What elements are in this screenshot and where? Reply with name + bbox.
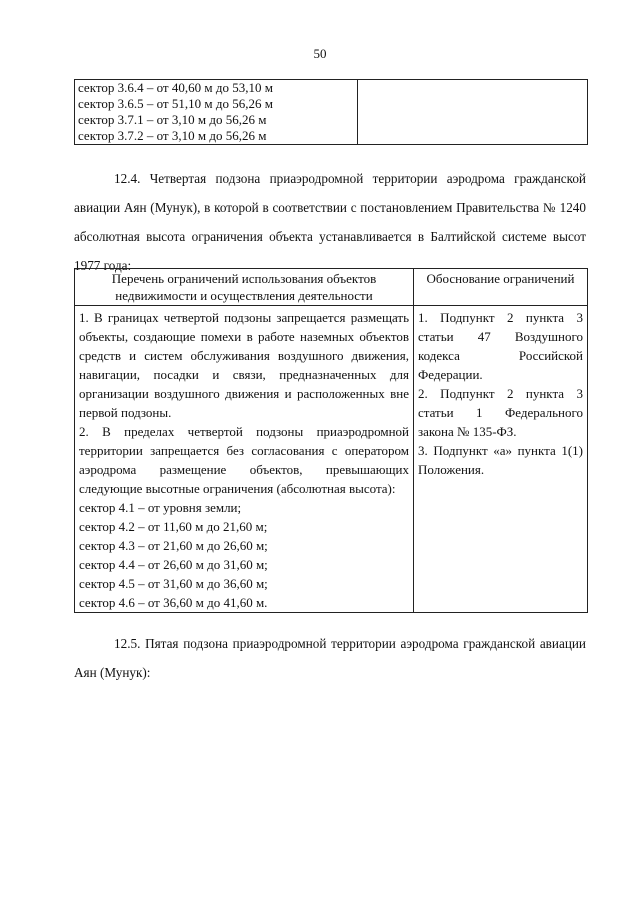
sector-line: сектор 4.2 – от 11,60 м до 21,60 м;	[79, 519, 268, 534]
paragraph-12-4: 12.4. Четвертая подзона приаэродромной территории аэродрома гражданской авиации Аян (Мунук), в которой в соответствии с постановлением Правительства № 1240 абсолютная высота ограничения объекта устанавливается в Балтийской системе высот 1977 года:	[74, 171, 586, 273]
restrictions-table	[74, 268, 588, 613]
justification-item-2: 2. Подпункт 2 пункта 3 статьи 1 Федерального закона № 135-ФЗ.	[418, 386, 583, 439]
sector-line: сектор 3.6.5 – от 51,10 м до 56,26 м	[78, 96, 273, 111]
restriction-item-2: 2. В пределах четвертой подзоны приаэродромной территории запрещается без согласования с оператором аэродрома размещение объектов, превышающих следующие высотные ограничения (абсолютная высота):	[79, 424, 409, 496]
table-row	[75, 80, 588, 145]
restrictions-cell	[75, 306, 414, 613]
sector-line: сектор 3.6.4 – от 40,60 м до 53,10 м	[78, 80, 273, 95]
sector-line: сектор 4.3 – от 21,60 м до 26,60 м;	[79, 538, 268, 553]
paragraph-12-5: 12.5. Пятая подзона приаэродромной территории аэродрома гражданской авиации Аян (Мунук):	[74, 636, 586, 680]
sector-line: сектор 4.1 – от уровня земли;	[79, 500, 242, 515]
page-number: 50	[313, 46, 327, 61]
sector-list-cell	[75, 80, 358, 145]
sector-line: сектор 3.7.2 – от 3,10 м до 56,26 м	[78, 128, 267, 143]
header-justification: Обоснование ограничений	[414, 269, 588, 306]
sector-line: сектор 3.7.1 – от 3,10 м до 56,26 м	[78, 112, 267, 127]
table-header-row	[75, 269, 588, 306]
sector-line: сектор 4.6 – от 36,60 м до 41,60 м.	[79, 595, 268, 610]
table-row	[75, 306, 588, 613]
justification-cell	[414, 306, 588, 613]
justification-item-3: 3. Подпункт «а» пункта 1(1) Положения.	[418, 443, 583, 477]
restriction-item-1: 1. В границах четвертой подзоны запрещается размещать объекты, создающие помехи в работе наземных объектов средств и систем обслуживания воздушного движения, навигации, посадки и связи, предназначенных для организации воздушного движения и расположенных вне первой подзоны.	[79, 310, 409, 420]
justification-item-1: 1. Подпункт 2 пункта 3 статьи 47 Воздушного кодекса Российской Федерации.	[418, 310, 583, 382]
empty-justification-cell	[358, 80, 588, 145]
sector-line: сектор 4.5 – от 31,60 м до 36,60 м;	[79, 576, 268, 591]
sector-table-continuation	[74, 79, 588, 145]
header-restrictions: Перечень ограничений использования объектов недвижимости и осуществления деятельности	[75, 269, 414, 306]
sector-line: сектор 4.4 – от 26,60 м до 31,60 м;	[79, 557, 268, 572]
